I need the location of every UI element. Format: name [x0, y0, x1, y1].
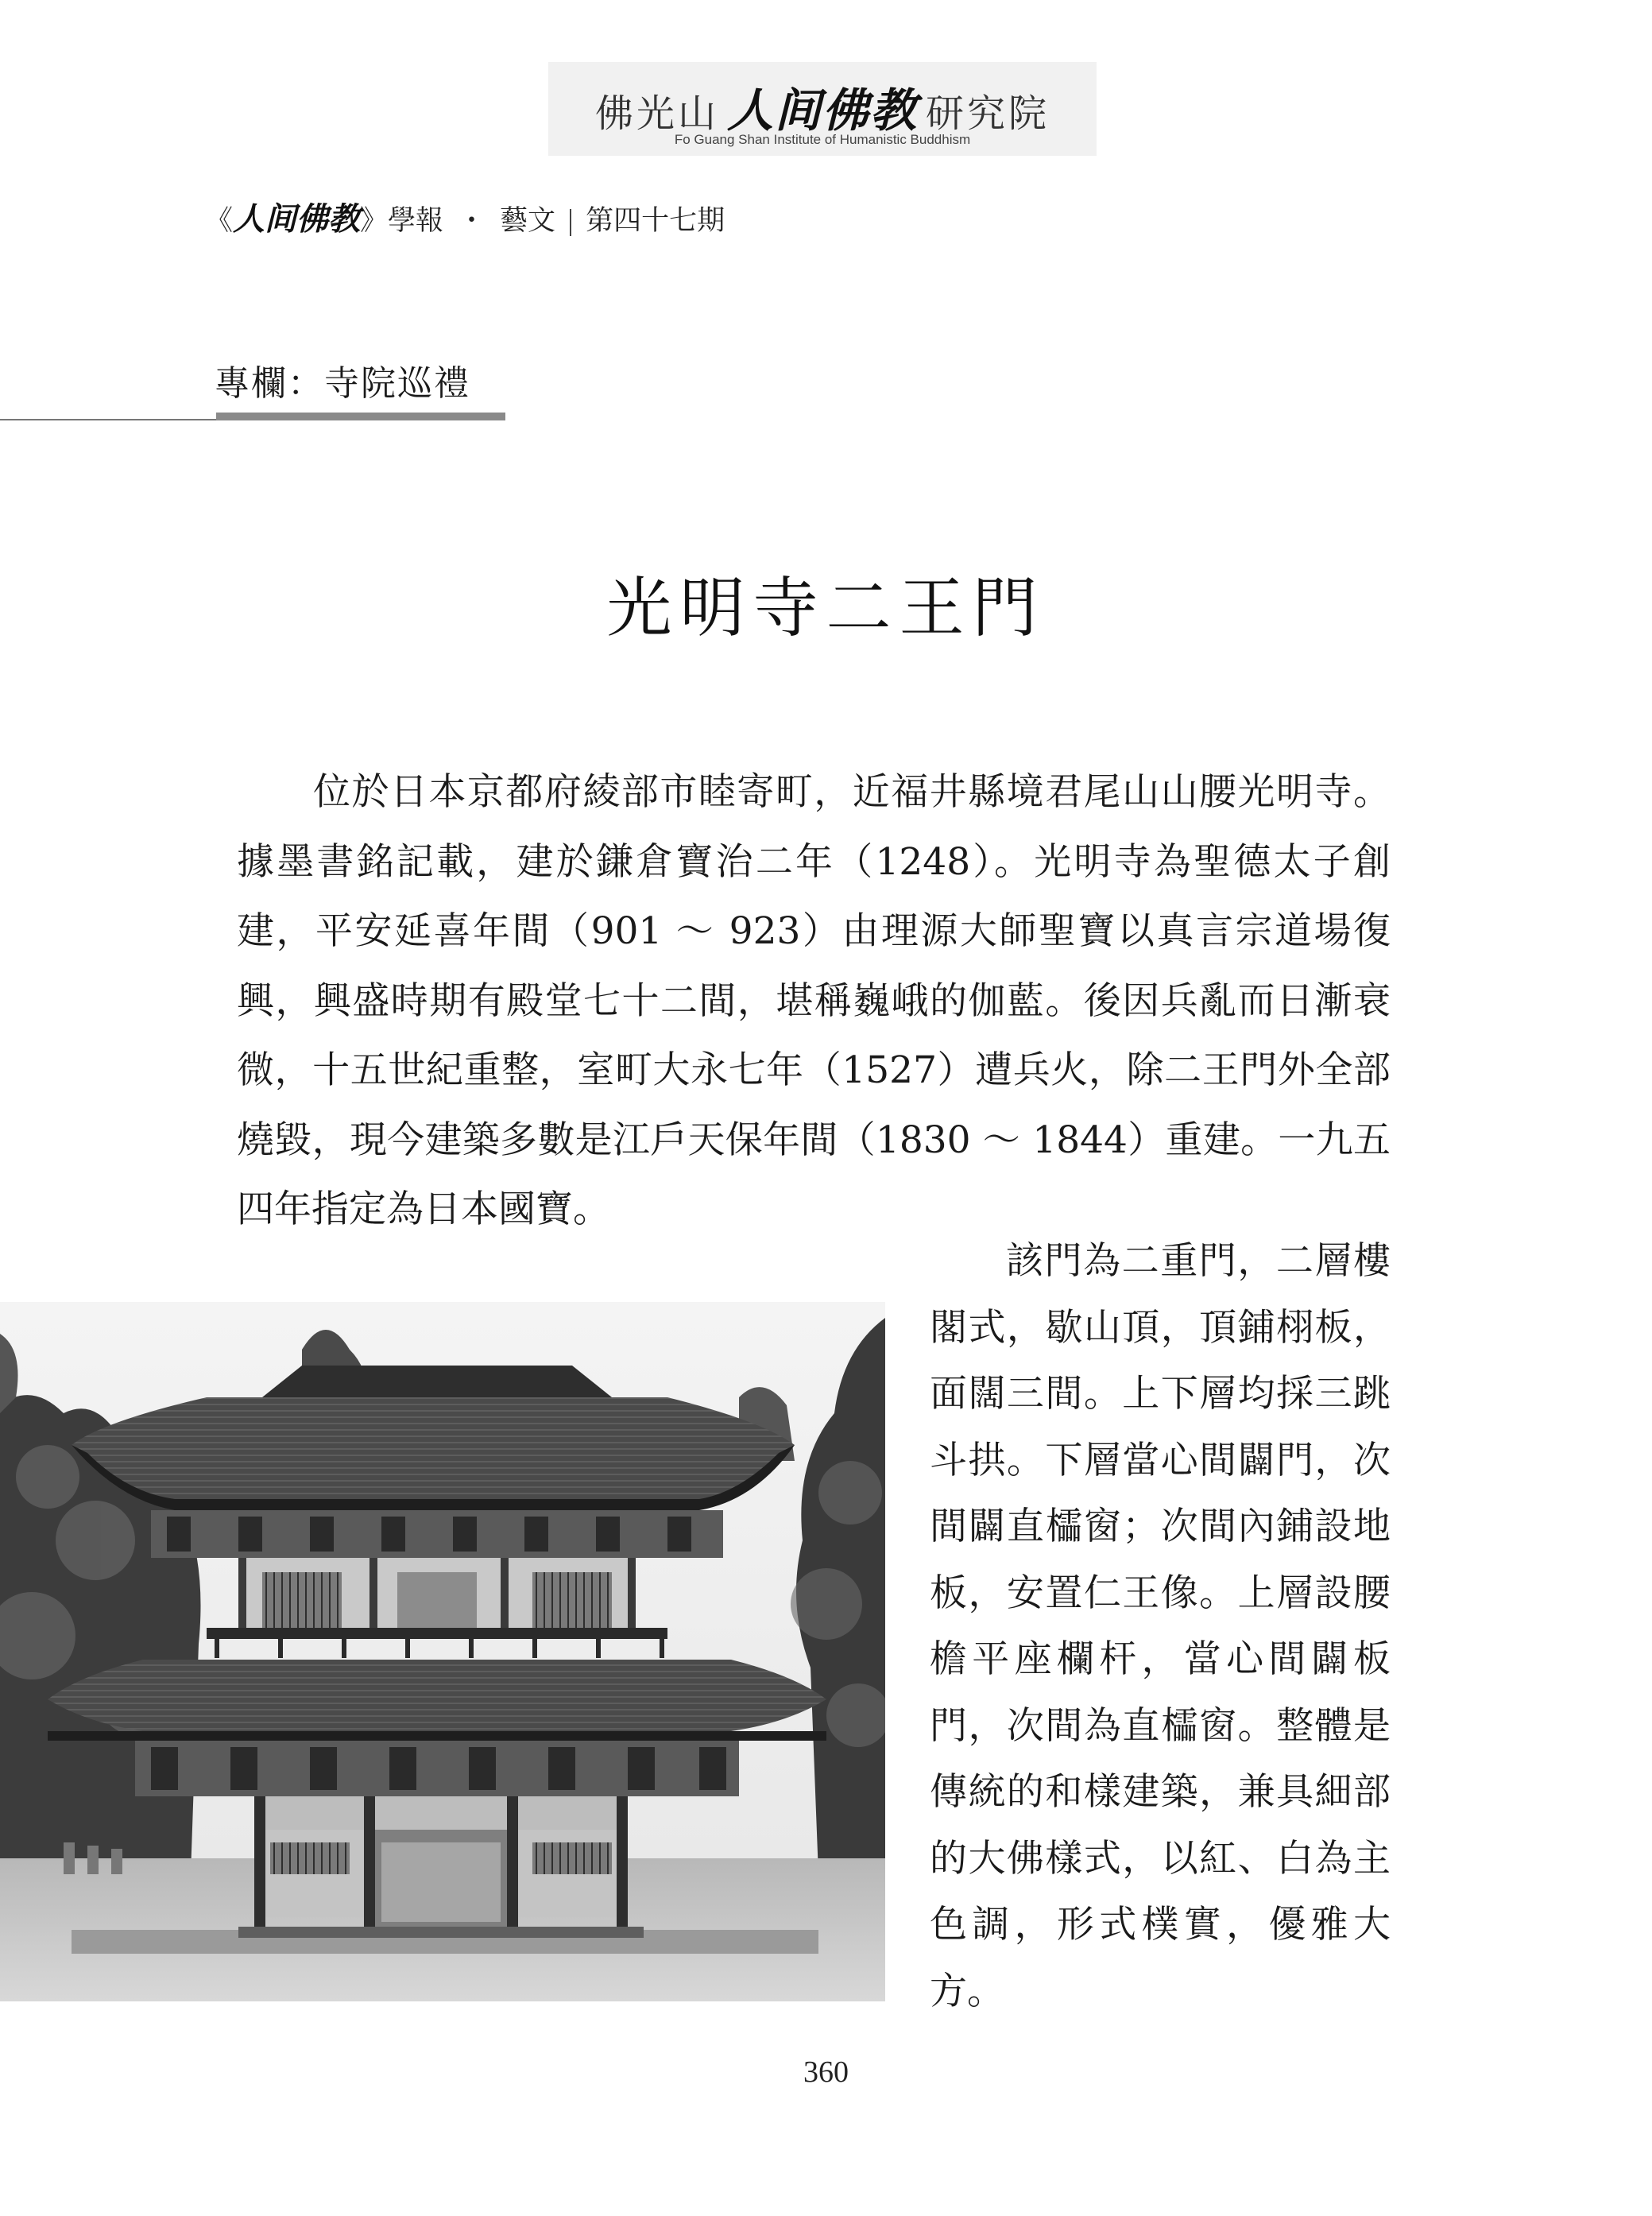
journal-open-bracket: 《: [205, 205, 234, 237]
journal-issue: 第四十七期: [586, 205, 725, 237]
journal-section: 藝文: [500, 205, 556, 237]
article-paragraph-2: 該門為二重門，二層樓閣式，歇山頂，頂鋪栩板，面闊三間。上下層均採三跳斗拱。下層當心間闢門，次間闢直櫺窗；次間內鋪設地板，安置仁王像。上層設腰檐平座欄杆，當心間闢板門，次間為直櫺窗。整體是傳統的和樣建築，兼具細部的大佛樣式，以紅、白為主色調，形式樸實，優雅大方。: [930, 1239, 1391, 2013]
article-title: 光明寺二王門: [606, 571, 1046, 646]
column-rule-thick: [216, 413, 505, 420]
journal-brand-calligraphy: 人间佛教: [233, 200, 361, 238]
article-paragraph-1: 位於日本京都府綾部市睦寄町，近福井縣境君尾山山腰光明寺。據墨書銘記載，建於鎌倉寶治二年（1248）。光明寺為聖德太子創建，平安延喜年間（901 ～ 923）由理源大師聖寶以真言宗道場復興，興盛時期有殿堂七十二間，堪稱巍峨的伽藍。後因兵亂而日漸衰微，十五世紀重整，室町大永七年（1527）遭兵火，除二王門外全部燒毀，現今建築多數是江戶天保年間（1830 ～ 1844）重建。一九五四年指定為日本國寶。: [237, 770, 1391, 1231]
journal-dot: ・: [458, 205, 486, 237]
journal-name-suffix: 》學報: [360, 205, 444, 237]
journal-running-header: [205, 194, 725, 239]
institute-suffix: 研究院: [926, 91, 1050, 136]
institute-logo-banner: [548, 62, 1097, 156]
institute-brand-calligraphy: 人间佛教: [726, 83, 918, 138]
journal-separator: [570, 209, 571, 236]
temple-gate-photo: [0, 1302, 885, 2001]
page-number: 360: [803, 2055, 849, 2089]
column-label: 專欄：寺院巡禮: [215, 363, 470, 404]
institute-name: [548, 73, 1097, 140]
institute-prefix: 佛光山: [594, 91, 719, 136]
institute-english-name: Fo Guang Shan Institute of Humanistic Buddhism: [674, 132, 971, 147]
